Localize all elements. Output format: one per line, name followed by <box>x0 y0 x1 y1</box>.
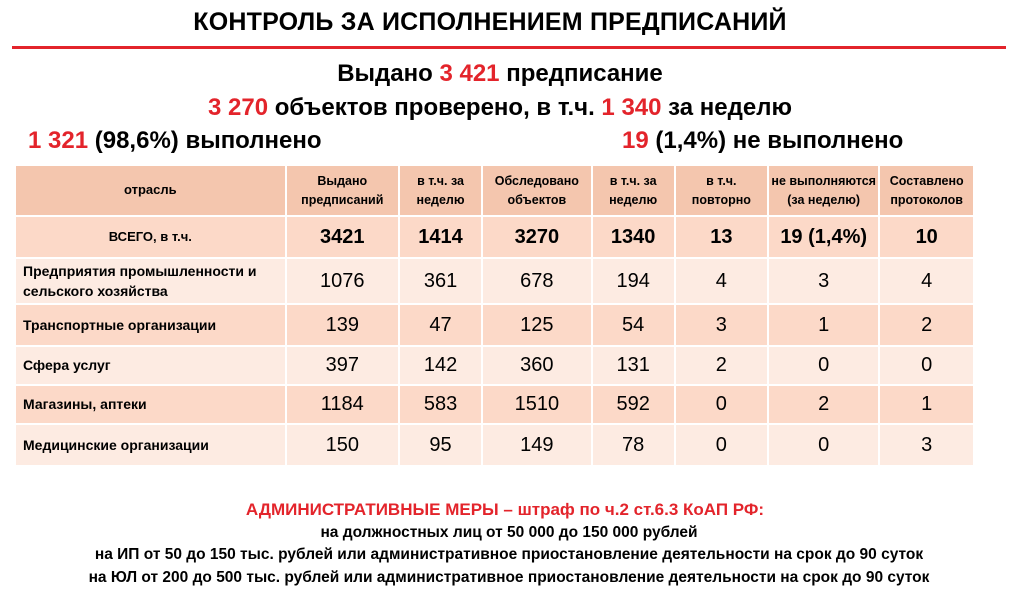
admin-measures-heading: АДМИНИСТРАТИВНЫЕ МЕРЫ – штраф по ч.2 ст.6.3 КоАП РФ: <box>245 500 765 519</box>
done-text: (98,6%) выполнено <box>94 127 322 154</box>
summary-checked <box>0 94 1000 122</box>
cell-repeated: 0 <box>676 386 767 423</box>
cell-issued: 1076 <box>287 259 398 303</box>
cell-issued: 3421 <box>287 217 398 257</box>
summary-done <box>28 127 322 155</box>
summary-issued <box>0 60 1000 88</box>
cell-not-fulfilled: 19 (1,4%) <box>769 217 878 257</box>
cell-issued: 397 <box>287 347 398 384</box>
cell-protocols: 10 <box>880 217 973 257</box>
header-sector: отрасль <box>16 166 285 215</box>
cell-repeated: 13 <box>676 217 767 257</box>
cell-repeated: 3 <box>676 305 767 345</box>
cell-issued-week: 1414 <box>400 217 481 257</box>
cell-inspected-week: 54 <box>593 305 674 345</box>
checked-value: 3 270 <box>208 94 269 121</box>
cell-inspected-week: 1340 <box>593 217 674 257</box>
cell-inspected-week: 592 <box>593 386 674 423</box>
checked-text: объектов проверено, в т.ч. <box>274 94 595 121</box>
cell-issued: 150 <box>287 425 398 465</box>
cell-sector: Сфера услуг <box>16 347 285 384</box>
cell-inspected: 360 <box>483 347 590 384</box>
page-title: КОНТРОЛЬ ЗА ИСПОЛНЕНИЕМ ПРЕДПИСАНИЙ <box>193 8 787 36</box>
weekly-value: 1 340 <box>601 94 662 121</box>
header-inspected: Обследовано объектов <box>483 166 590 215</box>
fine-legal-entities: на ЮЛ от 200 до 500 тыс. рублей или административное приостановление деятельности на срок до 90 суток <box>88 569 930 586</box>
cell-protocols: 4 <box>880 259 973 303</box>
cell-inspected: 149 <box>483 425 590 465</box>
table-row <box>16 259 973 303</box>
title-divider <box>12 46 1006 49</box>
cell-issued: 139 <box>287 305 398 345</box>
header-issued-week: в т.ч. за неделю <box>400 166 481 215</box>
cell-inspected-week: 131 <box>593 347 674 384</box>
table-row <box>16 347 973 384</box>
cell-sector: Медицинские организации <box>16 425 285 465</box>
issued-value: 3 421 <box>439 60 500 87</box>
cell-inspected: 678 <box>483 259 590 303</box>
cell-sector: Транспортные организации <box>16 305 285 345</box>
cell-inspected: 3270 <box>483 217 590 257</box>
header-protocols: Составлено протоколов <box>880 166 973 215</box>
cell-inspected-week: 78 <box>593 425 674 465</box>
header-repeated: в т.ч. повторно <box>676 166 767 215</box>
table-row <box>16 386 973 423</box>
cell-not-fulfilled: 2 <box>769 386 878 423</box>
issued-suffix: предписание <box>506 60 663 87</box>
table-row <box>16 305 973 345</box>
cell-issued: 1184 <box>287 386 398 423</box>
summary-not-done <box>622 127 903 155</box>
table-row-total <box>16 217 973 257</box>
cell-inspected: 125 <box>483 305 590 345</box>
cell-sector: Предприятия промышленности и сельского хозяйства <box>16 259 285 303</box>
prescriptions-table <box>14 164 975 467</box>
cell-protocols: 3 <box>880 425 973 465</box>
cell-protocols: 1 <box>880 386 973 423</box>
fine-officials: на должностных лиц от 50 000 до 150 000 рублей <box>320 524 698 541</box>
cell-issued-week: 142 <box>400 347 481 384</box>
cell-not-fulfilled: 3 <box>769 259 878 303</box>
table-row <box>16 425 973 465</box>
notdone-text: (1,4%) не выполнено <box>655 127 904 154</box>
header-issued: Выдано предписаний <box>287 166 398 215</box>
cell-not-fulfilled: 1 <box>769 305 878 345</box>
cell-inspected: 1510 <box>483 386 590 423</box>
cell-issued-week: 361 <box>400 259 481 303</box>
cell-issued-week: 583 <box>400 386 481 423</box>
notdone-value: 19 <box>622 127 649 154</box>
cell-repeated: 2 <box>676 347 767 384</box>
table-header-row <box>16 166 973 215</box>
cell-not-fulfilled: 0 <box>769 347 878 384</box>
cell-inspected-week: 194 <box>593 259 674 303</box>
fine-entrepreneurs: на ИП от 50 до 150 тыс. рублей или административное приостановление деятельности на срок до 90 суток <box>94 546 924 563</box>
cell-sector: ВСЕГО, в т.ч. <box>16 217 285 257</box>
cell-issued-week: 95 <box>400 425 481 465</box>
header-not-fulfilled: не выполняются (за неделю) <box>769 166 878 215</box>
header-inspected-week: в т.ч. за неделю <box>593 166 674 215</box>
cell-protocols: 0 <box>880 347 973 384</box>
issued-prefix: Выдано <box>337 60 433 87</box>
cell-protocols: 2 <box>880 305 973 345</box>
cell-sector: Магазины, аптеки <box>16 386 285 423</box>
cell-repeated: 4 <box>676 259 767 303</box>
cell-issued-week: 47 <box>400 305 481 345</box>
cell-repeated: 0 <box>676 425 767 465</box>
weekly-suffix: за неделю <box>668 94 792 121</box>
done-value: 1 321 <box>28 127 89 154</box>
cell-not-fulfilled: 0 <box>769 425 878 465</box>
